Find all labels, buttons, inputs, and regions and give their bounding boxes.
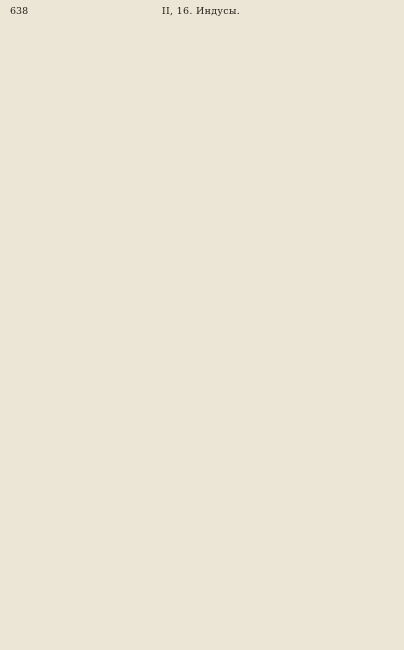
body-text — [10, 22, 396, 642]
running-head — [10, 5, 392, 19]
section-title: II, 16. Индусы. — [161, 6, 241, 17]
page-number: 638 — [10, 6, 29, 17]
